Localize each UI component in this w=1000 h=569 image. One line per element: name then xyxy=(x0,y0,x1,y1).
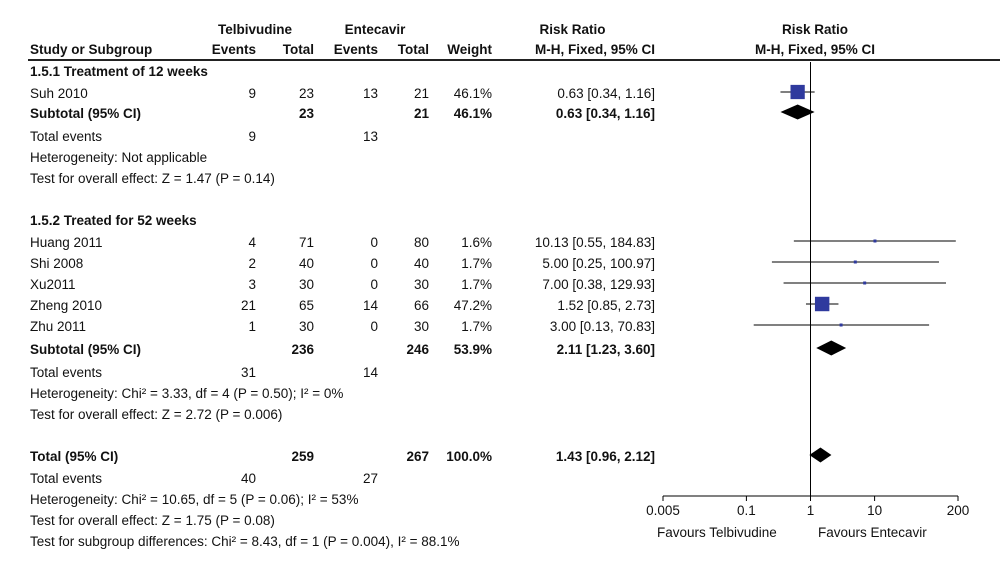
pooled-diamond xyxy=(816,341,846,356)
study-square xyxy=(815,297,829,311)
study-name: Xu2011 xyxy=(30,277,76,292)
risk-ratio-header: Risk Ratio xyxy=(539,22,606,37)
events2-cell: 14 xyxy=(362,365,378,380)
heterogeneity-text: Heterogeneity: Not applicable xyxy=(30,150,208,165)
events1-cell: 9 xyxy=(248,86,256,101)
events2-cell: 13 xyxy=(362,86,378,101)
events2-cell: 0 xyxy=(370,277,378,292)
total2-cell: 30 xyxy=(413,319,429,334)
plot-method-header: M-H, Fixed, 95% CI xyxy=(754,42,876,57)
events2-cell: 27 xyxy=(362,471,378,486)
ci-cell: 0.63 [0.34, 1.16] xyxy=(557,86,655,101)
total1-cell: 65 xyxy=(298,298,314,313)
study-square xyxy=(854,261,857,264)
total1-cell: 236 xyxy=(291,342,314,357)
total2-cell: 267 xyxy=(406,449,429,464)
plot-title: Risk Ratio xyxy=(781,22,849,37)
study-name: Shi 2008 xyxy=(30,256,84,271)
events2-cell: 0 xyxy=(370,256,378,271)
weight-cell: 1.7% xyxy=(461,277,492,292)
overall-effect-text: Test for overall effect: Z = 1.47 (P = 0.14) xyxy=(30,171,275,186)
weight-cell: 47.2% xyxy=(453,298,492,313)
x-tick-label: 0.1 xyxy=(737,503,756,518)
events2-cell: 13 xyxy=(362,129,378,144)
x-tick-label: 10 xyxy=(867,503,883,518)
study-square xyxy=(840,324,843,327)
heterogeneity-text: Heterogeneity: Chi² = 10.65, df = 5 (P = 0.06); I² = 53% xyxy=(30,492,359,507)
ci-cell: 0.63 [0.34, 1.16] xyxy=(555,106,655,121)
x-tick-label: 200 xyxy=(946,503,970,518)
weight-cell: 53.9% xyxy=(453,342,492,357)
study-square xyxy=(873,240,876,243)
ci-cell: 1.43 [0.96, 2.12] xyxy=(555,449,655,464)
total1-cell: 40 xyxy=(298,256,314,271)
events2-cell: 0 xyxy=(370,235,378,250)
total1-header: Total xyxy=(282,42,314,57)
study-name: Suh 2010 xyxy=(30,86,88,101)
group2-header: Entecavir xyxy=(344,22,406,37)
total1-cell: 259 xyxy=(291,449,314,464)
study-name: Huang 2011 xyxy=(30,235,103,250)
events1-cell: 21 xyxy=(240,298,256,313)
weight-header: Weight xyxy=(447,42,492,57)
weight-cell: 100.0% xyxy=(446,449,492,464)
total1-cell: 30 xyxy=(298,277,314,292)
events2-cell: 0 xyxy=(370,319,378,334)
total1-cell: 23 xyxy=(298,86,314,101)
method-header: M-H, Fixed, 95% CI xyxy=(534,42,655,57)
subgroup2-title: 1.5.2 Treated for 52 weeks xyxy=(30,213,197,228)
favours-left-label: Favours Telbivudine xyxy=(657,525,777,540)
x-tick-label: 1 xyxy=(806,503,815,518)
total-events-label: Total events xyxy=(30,129,103,144)
weight-cell: 46.1% xyxy=(453,86,492,101)
total2-cell: 66 xyxy=(413,298,429,313)
study-name: Zheng 2010 xyxy=(30,298,103,313)
weight-cell: 1.7% xyxy=(461,256,492,271)
study-header: Study or Subgroup xyxy=(30,42,153,57)
weight-cell: 1.7% xyxy=(461,319,492,334)
study-name: Zhu 2011 xyxy=(30,319,87,334)
weight-cell: 46.1% xyxy=(453,106,492,121)
total-events-label: Total events xyxy=(30,471,103,486)
total1-cell: 71 xyxy=(298,235,314,250)
total1-cell: 30 xyxy=(298,319,314,334)
total-events-label: Total events xyxy=(30,365,103,380)
total2-cell: 40 xyxy=(413,256,429,271)
overall-effect-text: Test for overall effect: Z = 2.72 (P = 0.006) xyxy=(30,407,283,422)
events1-cell: 31 xyxy=(240,365,256,380)
pooled-diamond xyxy=(780,105,814,120)
study-square xyxy=(863,282,866,285)
subtotal-label: Subtotal (95% CI) xyxy=(30,342,142,357)
total2-cell: 21 xyxy=(413,86,429,101)
total2-cell: 80 xyxy=(413,235,429,250)
total2-cell: 30 xyxy=(413,277,429,292)
weight-cell: 1.6% xyxy=(461,235,492,250)
group1-header: Telbivudine xyxy=(217,22,292,37)
events1-cell: 9 xyxy=(248,129,256,144)
total2-cell: 21 xyxy=(413,106,429,121)
total2-cell: 246 xyxy=(406,342,429,357)
events1-cell: 2 xyxy=(248,256,256,271)
events1-header: Events xyxy=(211,42,256,57)
events1-cell: 4 xyxy=(248,235,256,250)
total1-cell: 23 xyxy=(298,106,314,121)
events2-cell: 14 xyxy=(362,298,378,313)
study-square xyxy=(791,85,805,99)
total2-header: Total xyxy=(397,42,429,57)
overall-effect-text: Test for overall effect: Z = 1.75 (P = 0.08) xyxy=(30,513,275,528)
favours-right-label: Favours Entecavir xyxy=(818,525,927,540)
ci-cell: 7.00 [0.38, 129.93] xyxy=(542,277,655,292)
events1-cell: 3 xyxy=(248,277,256,292)
events1-cell: 40 xyxy=(240,471,256,486)
ci-cell: 10.13 [0.55, 184.83] xyxy=(534,235,655,250)
pooled-diamond xyxy=(809,448,831,463)
ci-cell: 5.00 [0.25, 100.97] xyxy=(542,256,655,271)
heterogeneity-text: Heterogeneity: Chi² = 3.33, df = 4 (P = 0.50); I² = 0% xyxy=(30,386,344,401)
subtotal-label: Subtotal (95% CI) xyxy=(30,106,142,121)
total-label: Total (95% CI) xyxy=(30,449,119,464)
ci-cell: 1.52 [0.85, 2.73] xyxy=(557,298,655,313)
ci-cell: 2.11 [1.23, 3.60] xyxy=(556,342,655,357)
x-tick-label: 0.005 xyxy=(646,503,680,518)
subgroup-diff-text: Test for subgroup differences: Chi² = 8.43, df = 1 (P = 0.004), I² = 88.1% xyxy=(30,534,460,549)
ci-cell: 3.00 [0.13, 70.83] xyxy=(549,319,655,334)
subgroup1-title: 1.5.1 Treatment of 12 weeks xyxy=(30,64,208,79)
events1-cell: 1 xyxy=(248,319,256,334)
events2-header: Events xyxy=(333,42,378,57)
